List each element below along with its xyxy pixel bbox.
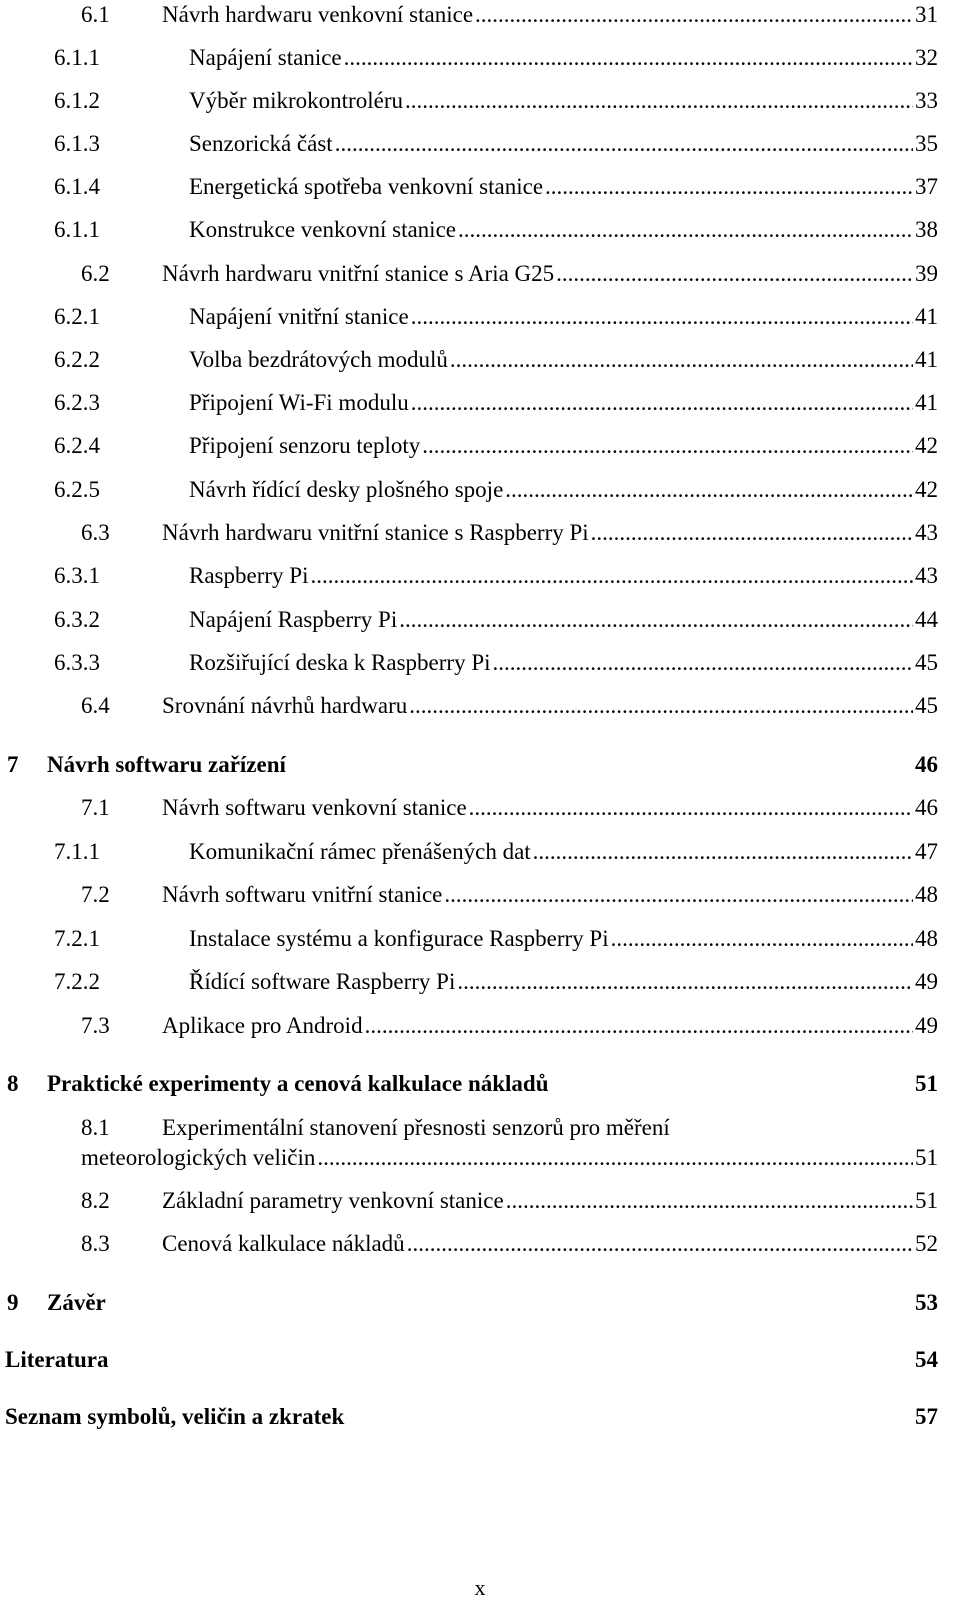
toc-entry-number: 6.2.2 xyxy=(54,347,100,372)
dot-leader xyxy=(545,172,913,202)
toc-entry-number: 6.1.1 xyxy=(54,45,100,70)
toc-entry-page: 42 xyxy=(915,433,938,458)
toc-entry-page: 32 xyxy=(915,45,938,70)
dot-leader xyxy=(469,793,913,823)
toc-entry-number: 6.3.1 xyxy=(54,563,100,588)
toc-entry[interactable] xyxy=(0,1113,960,1179)
toc-chapter-number: 8 xyxy=(7,1071,19,1096)
toc-entry-title: Řídící software Raspberry Pi xyxy=(189,969,456,994)
toc-entry-title: Raspberry Pi xyxy=(189,563,309,588)
dot-leader xyxy=(335,129,913,159)
toc-entry-page: 41 xyxy=(915,347,938,372)
toc-entry-number: 6.3.2 xyxy=(54,607,100,632)
dot-leader xyxy=(405,86,913,116)
toc-entry-page: 44 xyxy=(915,607,938,632)
toc-chapter-number: 7 xyxy=(7,752,19,777)
toc-chapter-title: Seznam symbolů, veličin a zkratek xyxy=(5,1404,345,1429)
toc-entry-page: 49 xyxy=(915,969,938,994)
dot-leader xyxy=(533,837,913,867)
toc-entry-page: 33 xyxy=(915,88,938,113)
toc-entry-page: 45 xyxy=(915,650,938,675)
toc-entry-title: Napájení vnitřní stanice xyxy=(189,304,409,329)
toc-chapter-page: 46 xyxy=(915,752,938,777)
toc-entry-page: 42 xyxy=(915,477,938,502)
toc-entry-number: 7.1 xyxy=(81,795,110,820)
toc-entry-page: 38 xyxy=(915,217,938,242)
toc-entry-number: 8.2 xyxy=(81,1188,110,1213)
toc-entry-page: 43 xyxy=(915,563,938,588)
toc-entry-page: 41 xyxy=(915,390,938,415)
dot-leader xyxy=(422,431,913,461)
toc-entry-title: Připojení Wi-Fi modulu xyxy=(189,390,409,415)
toc-entry-title: Rozšiřující deska k Raspberry Pi xyxy=(189,650,491,675)
toc-entry-number: 7.2 xyxy=(81,882,110,907)
dot-leader xyxy=(411,302,913,332)
dot-leader xyxy=(450,345,913,375)
toc-entry-title: Experimentální stanovení přesnosti senzorů pro měření xyxy=(162,1115,670,1140)
toc-entry-number: 7.1.1 xyxy=(54,839,100,864)
toc-entry-page: 45 xyxy=(915,693,938,718)
dot-leader xyxy=(505,475,913,505)
toc-entry-title: Návrh řídící desky plošného spoje xyxy=(189,477,504,502)
dot-leader xyxy=(407,1229,913,1259)
toc-entry-number: 8.1 xyxy=(81,1115,110,1140)
toc-entry-page: 31 xyxy=(915,2,938,27)
toc-entry-title: Návrh softwaru vnitřní stanice xyxy=(162,882,443,907)
toc-entry-number: 6.1.2 xyxy=(54,88,100,113)
toc-chapter-page: 51 xyxy=(915,1071,938,1096)
toc-entry-title: Volba bezdrátových modulů xyxy=(189,347,448,372)
dot-leader xyxy=(317,1143,913,1173)
toc-entry-title: Připojení senzoru teploty xyxy=(189,433,421,458)
toc-entry-number: 6.1 xyxy=(81,2,110,27)
toc-entry-page: 48 xyxy=(915,882,938,907)
toc-chapter-number: 9 xyxy=(7,1290,19,1315)
toc-entry-title-continued: meteorologických veličin xyxy=(81,1145,316,1170)
toc-entry-page: 46 xyxy=(915,795,938,820)
toc-chapter-page: 57 xyxy=(915,1404,938,1429)
toc-entry-page: 48 xyxy=(915,926,938,951)
toc-entry-number: 6.1.1 xyxy=(54,217,100,242)
dot-leader xyxy=(591,518,913,548)
dot-leader xyxy=(411,388,913,418)
toc-entry-number: 6.1.4 xyxy=(54,174,100,199)
toc-entry-page: 51 xyxy=(915,1145,938,1170)
toc-entry-page: 51 xyxy=(915,1188,938,1213)
toc-entry-page: 47 xyxy=(915,839,938,864)
toc-entry-page: 39 xyxy=(915,261,938,286)
dot-leader xyxy=(493,648,913,678)
toc-entry-title: Energetická spotřeba venkovní stanice xyxy=(189,174,544,199)
toc-entry-title: Výběr mikrokontroléru xyxy=(189,88,403,113)
toc-entry-title: Konstrukce venkovní stanice xyxy=(189,217,456,242)
toc-entry-page: 43 xyxy=(915,520,938,545)
toc-entry-title: Napájení stanice xyxy=(189,45,342,70)
toc-entry-number: 8.3 xyxy=(81,1231,110,1256)
toc-entry-title: Návrh hardwaru venkovní stanice xyxy=(162,2,474,27)
toc-entry-title: Základní parametry venkovní stanice xyxy=(162,1188,504,1213)
toc-entry-page: 35 xyxy=(915,131,938,156)
dot-leader xyxy=(458,215,913,245)
toc-entry-number: 7.3 xyxy=(81,1013,110,1038)
toc-entry-title: Návrh softwaru venkovní stanice xyxy=(162,795,467,820)
toc-entry-number: 6.1.3 xyxy=(54,131,100,156)
dot-leader xyxy=(506,1186,913,1216)
dot-leader xyxy=(310,561,913,591)
page-number: x xyxy=(474,1575,486,1600)
toc-entry-page: 37 xyxy=(915,174,938,199)
toc-entry-title: Napájení Raspberry Pi xyxy=(189,607,398,632)
toc-entry-number: 6.3 xyxy=(81,520,110,545)
dot-leader xyxy=(475,0,913,30)
toc-entry-number: 6.2.4 xyxy=(54,433,100,458)
dot-leader xyxy=(365,1011,913,1041)
dot-leader xyxy=(457,967,913,997)
dot-leader xyxy=(409,691,913,721)
toc-entry-page: 49 xyxy=(915,1013,938,1038)
toc-entry-title: Cenová kalkulace nákladů xyxy=(162,1231,405,1256)
toc-entry-number: 6.2.3 xyxy=(54,390,100,415)
toc-chapter-page: 53 xyxy=(915,1290,938,1315)
toc-entry-page: 52 xyxy=(915,1231,938,1256)
toc-entry-title: Srovnání návrhů hardwaru xyxy=(162,693,408,718)
toc-entry-number: 7.2.2 xyxy=(54,969,100,994)
toc-entry-number: 7.2.1 xyxy=(54,926,100,951)
toc-entry-number: 6.4 xyxy=(81,693,110,718)
toc-chapter-title: Praktické experimenty a cenová kalkulace nákladů xyxy=(47,1071,549,1096)
dot-leader xyxy=(611,924,913,954)
toc-entry-number: 6.3.3 xyxy=(54,650,100,675)
dot-leader xyxy=(444,880,913,910)
toc-entry-title: Návrh hardwaru vnitřní stanice s Raspberry Pi xyxy=(162,520,589,545)
toc-chapter-title: Závěr xyxy=(47,1290,106,1315)
toc-entry-title: Komunikační rámec přenášených dat xyxy=(189,839,531,864)
toc-chapter-title: Návrh softwaru zařízení xyxy=(47,752,286,777)
toc-entry-number: 6.2 xyxy=(81,261,110,286)
toc-entry-page: 41 xyxy=(915,304,938,329)
dot-leader xyxy=(399,605,913,635)
dot-leader xyxy=(344,43,913,73)
toc-entry-number: 6.2.1 xyxy=(54,304,100,329)
dot-leader xyxy=(556,259,913,289)
toc-chapter-title: Literatura xyxy=(5,1347,109,1372)
toc-entry-title: Návrh hardwaru vnitřní stanice s Aria G25 xyxy=(162,261,555,286)
toc-entry-title: Senzorická část xyxy=(189,131,333,156)
toc-entry-title: Instalace systému a konfigurace Raspberry Pi xyxy=(189,926,609,951)
toc-chapter-page: 54 xyxy=(915,1347,938,1372)
toc-entry-number: 6.2.5 xyxy=(54,477,100,502)
toc-entry-title: Aplikace pro Android xyxy=(162,1013,363,1038)
